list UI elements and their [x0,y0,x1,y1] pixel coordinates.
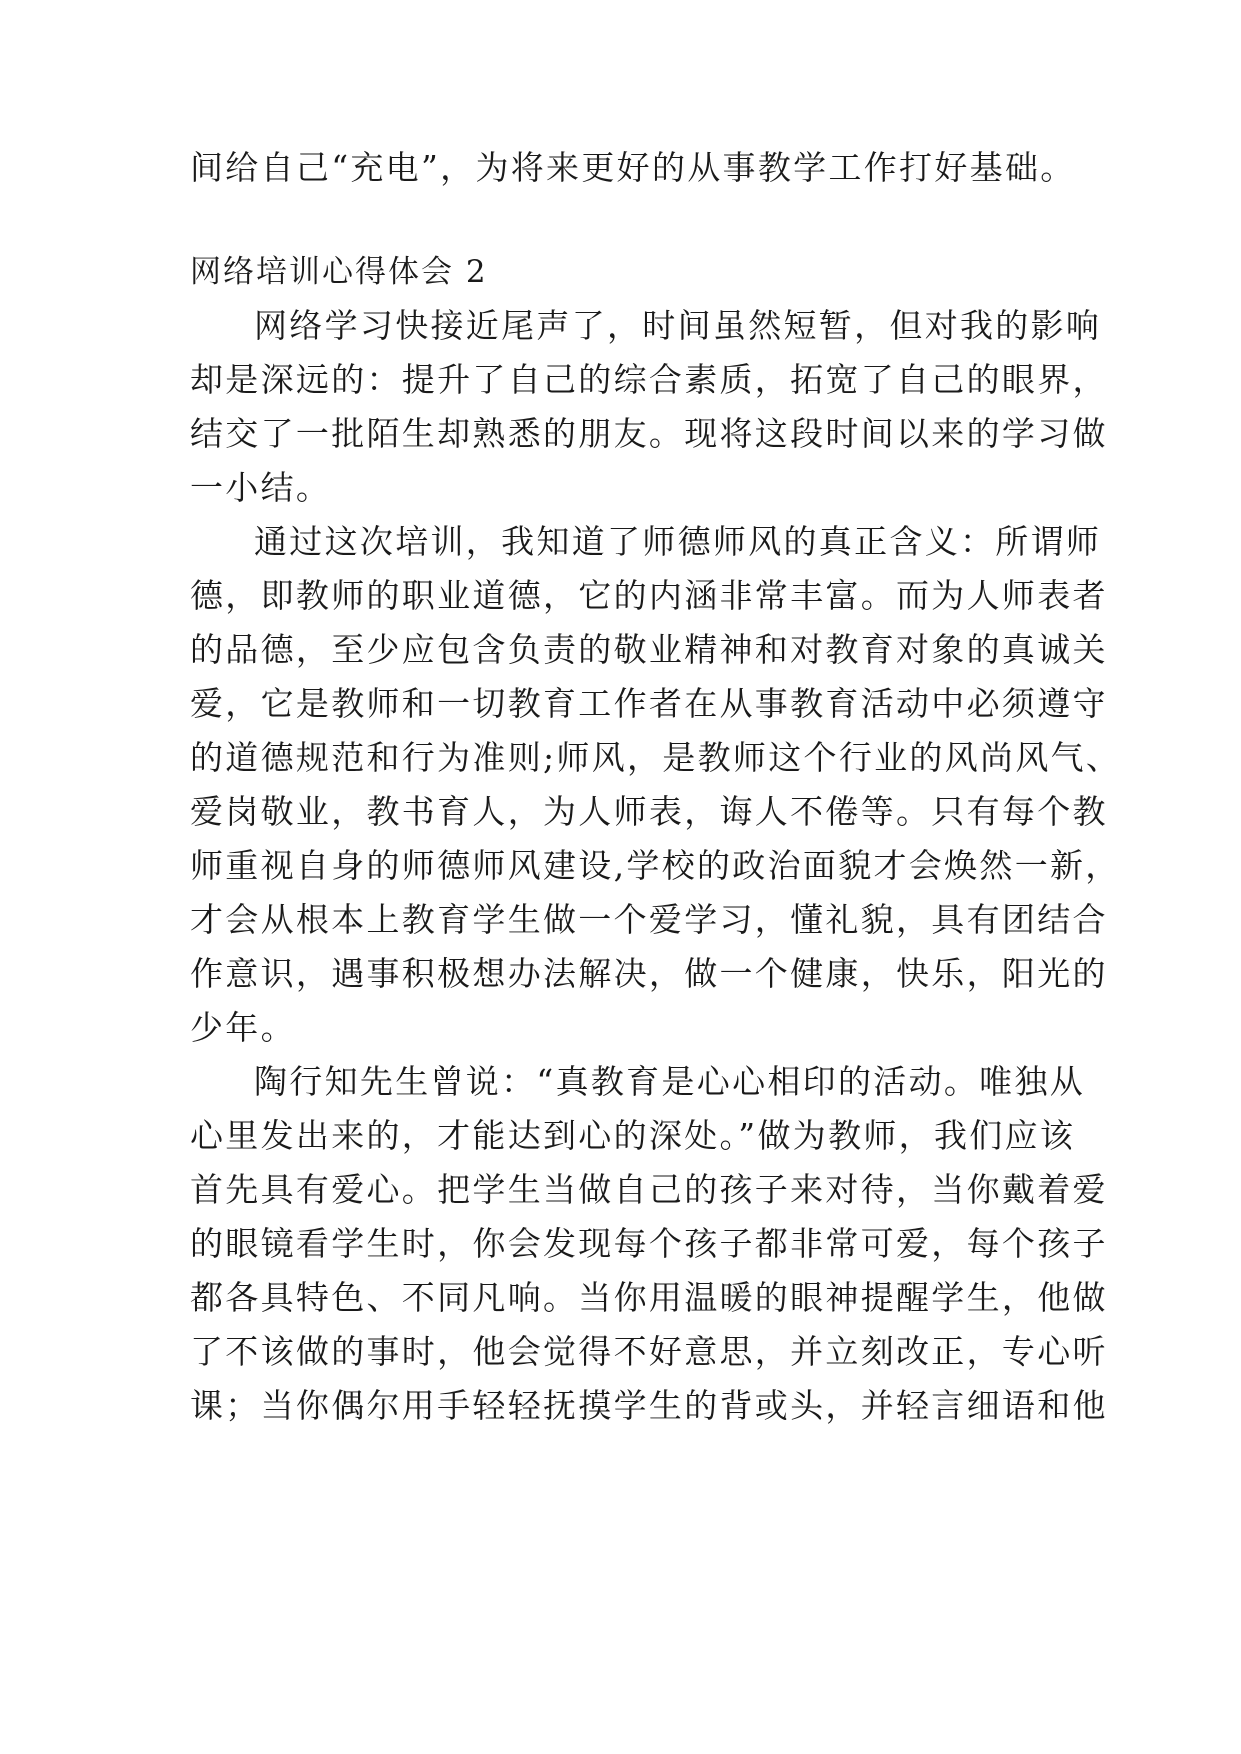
text-line: 爱岗敬业，教书育人，为人师表，诲人不倦等。只有每个教 [190,792,1108,831]
text-line: 网络学习快接近尾声了，时间虽然短暂，但对我的影响 [254,306,1102,345]
text-line: 爱，它是教师和一切教育工作者在从事教育活动中必须遵守 [190,684,1108,723]
text-line: 少年。 [190,1008,296,1047]
text-line: 师重视自身的师德师风建设,学校的政治面貌才会焕然一新， [190,846,1121,885]
text-line: 首先具有爱心。把学生当做自己的孩子来对待，当你戴着爱 [190,1170,1108,1209]
text-line: 德，即教师的职业道德，它的内涵非常丰富。而为人师表者 [190,576,1108,615]
text-line: 都各具特色、不同凡响。当你用温暖的眼神提醒学生，他做 [190,1278,1108,1317]
text-line: 课；当你偶尔用手轻轻抚摸学生的背或头，并轻言细语和他 [190,1386,1108,1425]
text-line: 的道德规范和行为准则;师风，是教师这个行业的风尚风气、 [190,738,1122,777]
text-line: 心里发出来的，才能达到心的深处。”做为教师，我们应该 [190,1116,1076,1155]
text-line: 才会从根本上教育学生做一个爱学习，懂礼貌，具有团结合 [190,900,1108,939]
continuation-line: 间给自己“充电”，为将来更好的从事教学工作打好基础。 [190,148,1076,187]
text-line: 陶行知先生曾说：“真教育是心心相印的活动。唯独从 [254,1062,1086,1101]
text-line: 却是深远的：提升了自己的综合素质，拓宽了自己的眼界， [190,360,1108,399]
text-line: 一小结。 [190,468,332,507]
text-line: 通过这次培训，我知道了师德师风的真正含义：所谓师 [254,522,1102,561]
text-line: 作意识，遇事积极想办法解决，做一个健康，快乐，阳光的 [190,954,1108,993]
text-line: 的品德，至少应包含负责的敬业精神和对教育对象的真诚关 [190,630,1108,669]
text-line: 结交了一批陌生却熟悉的朋友。现将这段时间以来的学习做 [190,414,1108,453]
section-heading: 网络培训心得体会 2 [190,254,488,290]
text-line: 的眼镜看学生时，你会发现每个孩子都非常可爱，每个孩子 [190,1224,1108,1263]
text-line: 了不该做的事时，他会觉得不好意思，并立刻改正，专心听 [190,1332,1108,1371]
